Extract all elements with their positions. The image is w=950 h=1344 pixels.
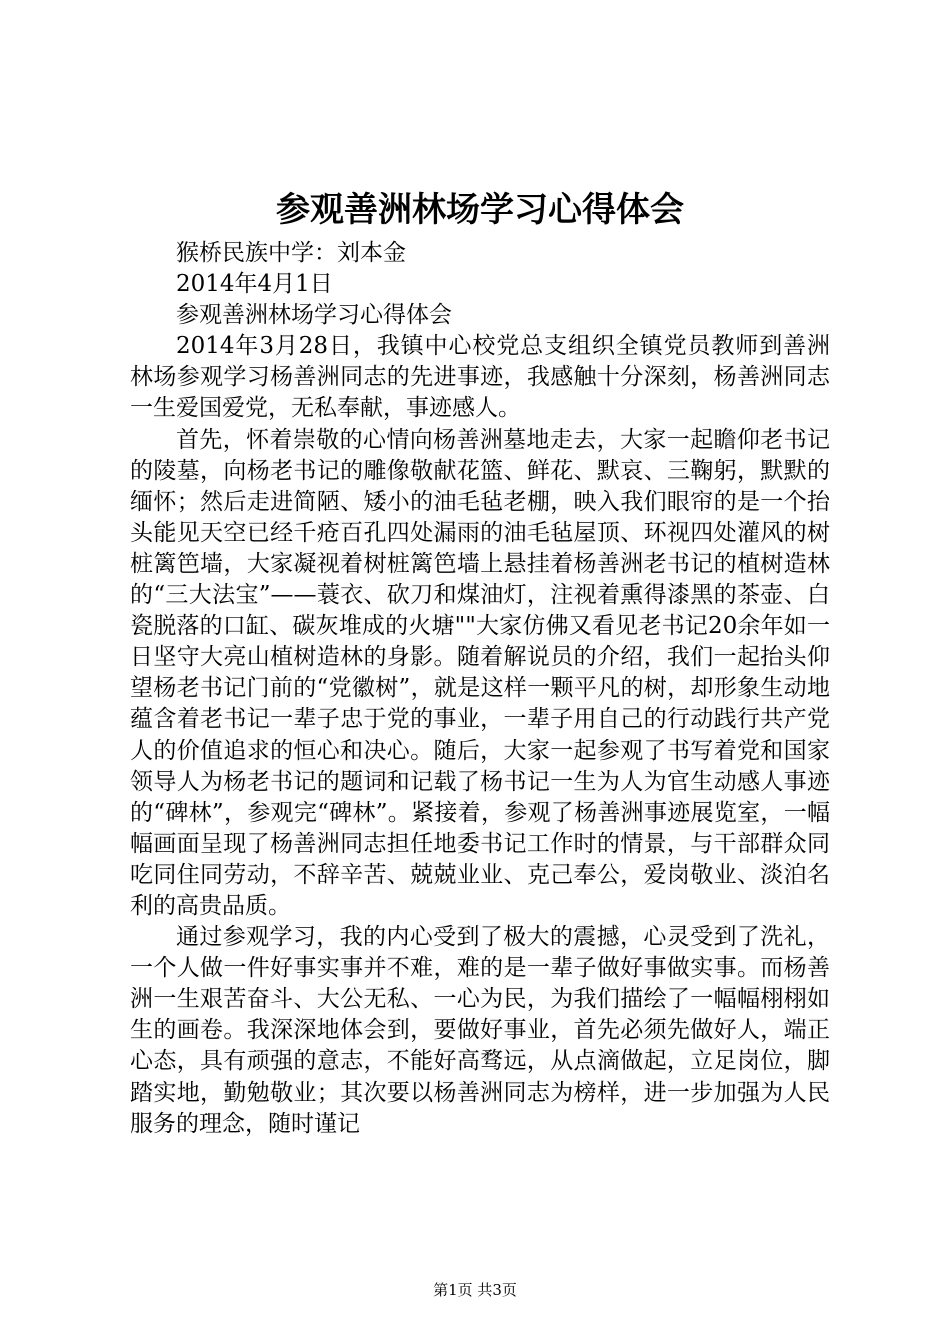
subtitle-line: 参观善洲林场学习心得体会 (176, 302, 452, 329)
document-title: 参观善洲林场学习心得体会 (276, 190, 684, 230)
page-footer: 第1页 共3页 (433, 1281, 517, 1299)
document-body (130, 238, 830, 1140)
paragraph: 通过参观学习，我的内心受到了极大的震撼，心灵受到了洗礼，一个人做一件好事实事并不难，难的是一辈子做好事做实事。而杨善洲一生艰苦奋斗、大公无私、一心为民，为我们描绘了一幅幅栩栩如生的画卷。我深深地体会到，要做好事业，首先必须先做好人，端正心态，具有顽强的意志，不能好高骛远，从点滴做起，立足岗位，脚踏实地，勤勉敬业；其次要以杨善洲同志为榜样，进一步加强为人民服务的理念，随时谨记 (130, 924, 830, 1137)
author-line: 猴桥民族中学：刘本金 (176, 240, 406, 266)
paragraph: 首先，怀着崇敬的心情向杨善洲墓地走去，大家一起瞻仰老书记的陵墓，向杨老书记的雕像敬献花篮、鲜花、默哀、三鞠躬，默默的缅怀；然后走进简陋、矮小的油毛毡老棚，映入我们眼帘的是一个抬头能见天空已经千疮百孔四处漏雨的油毛毡屋顶、环视四处灌风的树桩篱笆墙，大家凝视着树桩篱笆墙上悬挂着杨善洲老书记的植树造林的“三大法宝”——蓑衣、砍刀和煤油灯，注视着熏得漆黑的茶壶、白瓷脱落的口缸、碳灰堆成的火塘""大家仿佛又看见老书记20余年如一日坚守大亮山植树造林的身影。随着解说员的介绍，我们一起抬头仰望杨老书记门前的“党徽树”，就是这样一颗平凡的树，却形象生动地蕴含着老书记一辈子忠于党的事业，一辈子用自己的行动践行共产党人的价值追求的恒心和决心。随后，大家一起参观了书写着党和国家领导人为杨老书记的题词和记载了杨书记一生为人为官生动感人事迹的“碑林”，参观完“碑林”。紧接着，参观了杨善洲事迹展览室，一幅幅画面呈现了杨善洲同志担任地委书记工作时的情景，与干部群众同吃同住同劳动，不辞辛苦、兢兢业业、克己奉公，爱岗敬业、淡泊名利的高贵品质。 (130, 426, 830, 919)
date-line: 2014年4月1日 (176, 271, 333, 298)
paragraph: 2014年3月28日，我镇中心校党总支组织全镇党员教师到善洲林场参观学习杨善洲同志的先进事迹，我感触十分深刻，杨善洲同志一生爱国爱党，无私奉献，事迹感人。 (130, 333, 830, 422)
